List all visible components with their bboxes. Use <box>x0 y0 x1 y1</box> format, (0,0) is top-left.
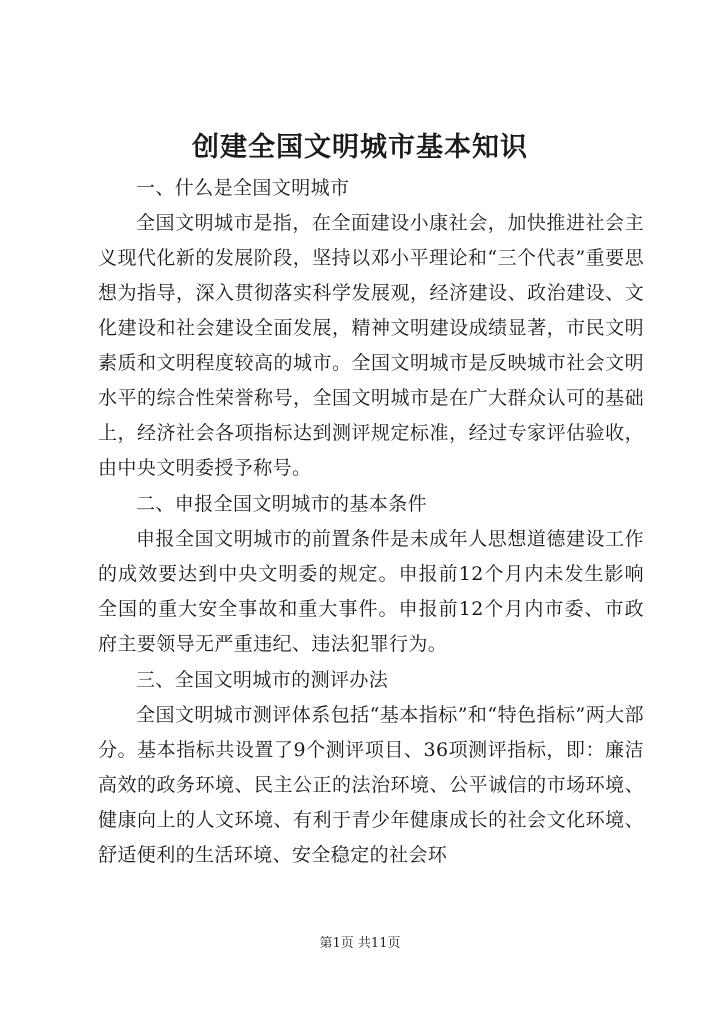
page-title: 创建全国文明城市基本知识 <box>192 132 528 163</box>
page-number-footer: 第1页 共11页 <box>319 936 401 951</box>
section-heading-1: 一、什么是全国文明城市 <box>136 177 350 199</box>
section-heading-3: 三、全国文明城市的测评办法 <box>136 669 389 691</box>
section-paragraph-3: 全国文明城市测评体系包括“基本指标”和“特色指标”两大部分。基本指标共设置了9个测评项目、36项测评指标，即：廉洁高效的政务环境、民主公正的法治环境、公平诚信的市场环境、健康向上的人文环境、有利于青少年健康成长的社会文化环境、舒适便利的生活环境、安全稳定的社会环 <box>98 704 644 866</box>
section-heading-2: 二、申报全国文明城市的基本条件 <box>136 493 428 515</box>
section-paragraph-1: 全国文明城市是指，在全面建设小康社会，加快推进社会主义现代化新的发展阶段，坚持以邓小平理论和“三个代表”重要思想为指导，深入贯彻落实科学发展观，经济建设、政治建设、文化建设和社会建设全面发展，精神文明建设成绩显著，市民文明素质和文明程度较高的城市。全国文明城市是反映城市社会文明水平的综合性荣誉称号，全国文明城市是在广大群众认可的基础上，经济社会各项指标达到测评规定标准，经过专家评估验收，由中央文明委授予称号。 <box>98 212 644 479</box>
section-paragraph-2: 申报全国文明城市的前置条件是未成年人思想道德建设工作的成效要达到中央文明委的规定。申报前12个月内未发生影响全国的重大安全事故和重大事件。申报前12个月内市委、市政府主要领导无严重违纪、违法犯罪行为。 <box>98 528 644 655</box>
document-body <box>98 170 644 873</box>
